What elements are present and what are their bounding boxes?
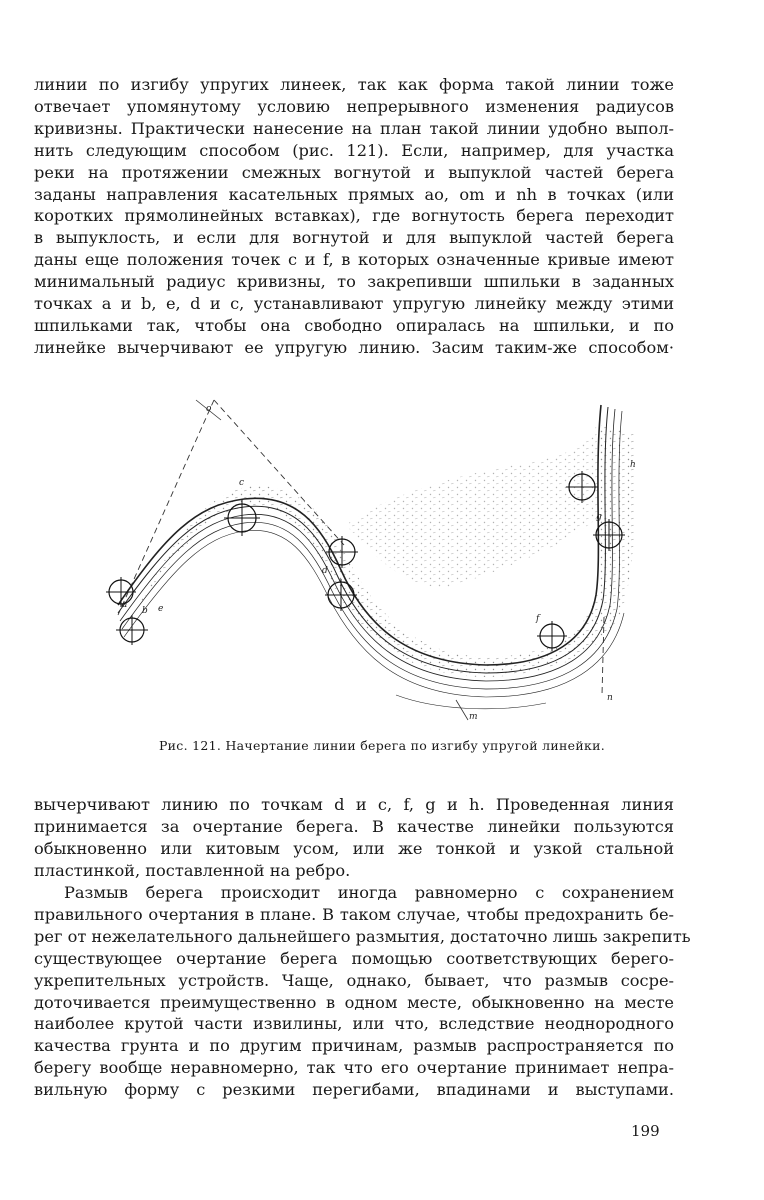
text-line: укрепительных устройств. Чаще, однако, бывает, что размыв сосре- (34, 970, 674, 990)
text-line: кривизны. Практически нанесение на план такой линии удобно выпол- (34, 118, 674, 138)
bank-contours (118, 405, 624, 709)
figure-caption: Рис. 121. Начертание линии берега по изгибу упругой линейки. (158, 738, 606, 753)
page-number: 199 (631, 1122, 660, 1140)
text-line: обыкновенно или китовым усом, или же тонкой и узкой стальной (34, 838, 674, 858)
text-line: минимальный радиус кривизны, то закрепивши шпильки в заданных (34, 272, 674, 292)
text-line: существующее очертание берега помощью соответствующих берего- (34, 948, 674, 968)
text-line: линейке вычерчивают ее упругую линию. Засим таким-же способом· (34, 337, 674, 357)
label-f: f (536, 614, 540, 624)
label-g: g (596, 512, 602, 522)
label-a: a (122, 600, 128, 610)
label-b: b (142, 606, 148, 616)
label-n: n (607, 693, 613, 703)
label-d: d (322, 566, 328, 576)
text-line: рег от нежелательного дальнейшего размытия, достаточно лишь закрепить (34, 926, 691, 946)
label-c: c (239, 478, 245, 488)
riverbank-figure (96, 395, 666, 725)
text-line: линии по изгибу упругих линеек, так как форма такой линии тоже (34, 75, 674, 94)
label-m: m (469, 712, 478, 722)
text-line: реки на протяжении смежных вогнутой и выпуклой частей берега (34, 162, 674, 182)
paragraph-1 (34, 74, 674, 359)
text-line: коротких прямолинейных вставках), где вогнутость берега переходит (34, 206, 674, 226)
label-h: h (630, 460, 636, 470)
text-line: принимается за очертание берега. В качестве линейки пользуются (34, 816, 674, 836)
text-line: доточивается преимущественно в одном месте, обыкновенно на месте (34, 992, 674, 1012)
text-line: в выпуклость, и если для вогнутой и для выпуклой частей берега (34, 228, 674, 248)
text-line: берегу вообще неравномерно, так что его очертание принимает непра- (34, 1058, 674, 1078)
text-line: наиболее крутой части извилины, или что, вследствие неоднородного (34, 1014, 674, 1034)
paragraph-2 (34, 794, 674, 882)
text-line: вычерчивают линию по точкам d и c, f, g и h. Проведенная линия (34, 795, 674, 814)
text-line: отвечает упомянутому условию непрерывного изменения радиусов (34, 96, 674, 116)
text-line: заданы направления касательных прямых ao, om и nh в точках (или (34, 184, 674, 204)
text-line: качества грунта и по другим причинам, размыв распространяется по (34, 1036, 674, 1056)
text-line: пластинкой, поставленной на ребро. (34, 860, 351, 880)
text-line: даны еще положения точек c и f, в которых означенные кривые имеют (34, 250, 674, 270)
text-line: Размыв берега происходит иногда равномерно с сохранением (64, 883, 674, 902)
text-line: вильную форму с резкими перегибами, впадинами и выступами. (34, 1080, 674, 1100)
text-line: шпильками так, чтобы она свободно опиралась на шпильки, и по (34, 315, 674, 335)
sand-upper (346, 425, 601, 587)
text-line: нить следующим способом (рис. 121). Если, например, для участка (34, 140, 674, 160)
text-line: правильного очертания в плане. В таком случае, чтобы предохранить бе- (34, 904, 674, 924)
label-e: e (158, 604, 164, 614)
label-o: o (206, 404, 212, 414)
text-line: точках a и b, e, d и c, устанавливают упругую линейку между этими (34, 294, 674, 314)
tick-mark (456, 700, 468, 720)
paragraph-3 (34, 882, 691, 1101)
